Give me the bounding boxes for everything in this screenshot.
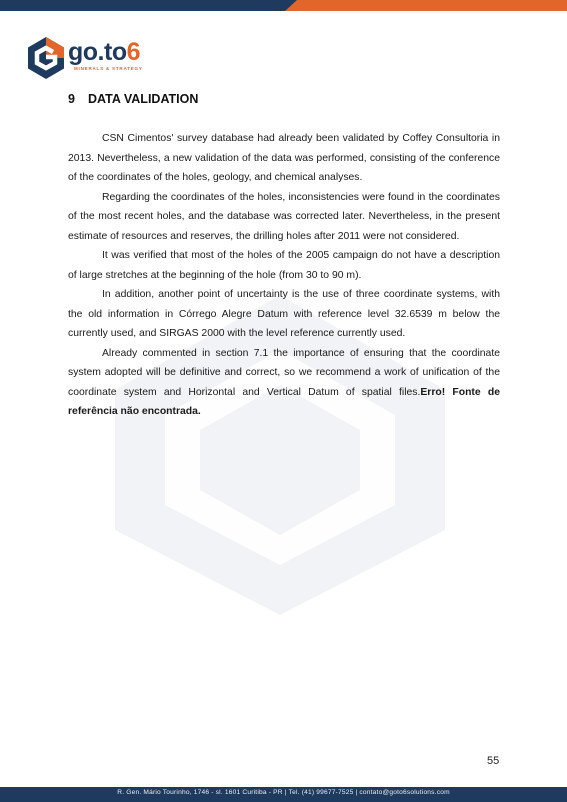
logo-wordmark: go.to6 (68, 38, 140, 66)
paragraph-last (68, 344, 500, 422)
section-heading (68, 92, 198, 106)
section-title: DATA VALIDATION (88, 92, 199, 106)
logo-tagline: MINERALS & STRATEGY (74, 66, 143, 71)
section-number: 9 (68, 92, 75, 106)
paragraph-text: Already commented in section 7.1 the importance of ensuring that the coordinate system adopted will be definitive and correct, so we recommend a work of unification of the coordinate system and Horizontal and Vertical Datum of spatial files. (68, 347, 500, 398)
company-logo (26, 36, 156, 80)
footer-contact: R. Gen. Mário Tourinho, 1746 - sl. 1601 Curitiba - PR | Tel. (41) 99677-7525 | contato@goto6solutions.com (117, 789, 450, 796)
page-number: 55 (487, 755, 500, 767)
paragraph: In addition, another point of uncertainty is the use of three coordinate systems, with the old information in Córrego Alegre Datum with reference level 32.6539 m below the currently used, and SIRGAS 2000 with the level reference currently used. (68, 289, 500, 339)
hexagon-logo-icon (26, 36, 66, 80)
body-text (68, 129, 500, 422)
paragraph: CSN Cimentos' survey database had already been validated by Coffey Consultoria in 2013. Nevertheless, a new validation of the data was performed, consisting of the conference of the coordinates of the holes, geology, and chemical analyses. (68, 133, 500, 183)
reference-error: Erro! Fonte de referência não encontrada. (68, 386, 500, 417)
paragraph: Regarding the coordinates of the holes, inconsistencies were found in the coordinates of the most recent holes, and the database was corrected later. Nevertheless, in the present estimate of resources and reserves, the drilling holes after 2011 were not considered. (68, 191, 500, 242)
paragraph: It was verified that most of the holes of the 2005 campaign do not have a description of large stretches at the beginning of the hole (from 30 to 90 m). (68, 250, 500, 281)
header-bar-orange (285, 0, 567, 11)
